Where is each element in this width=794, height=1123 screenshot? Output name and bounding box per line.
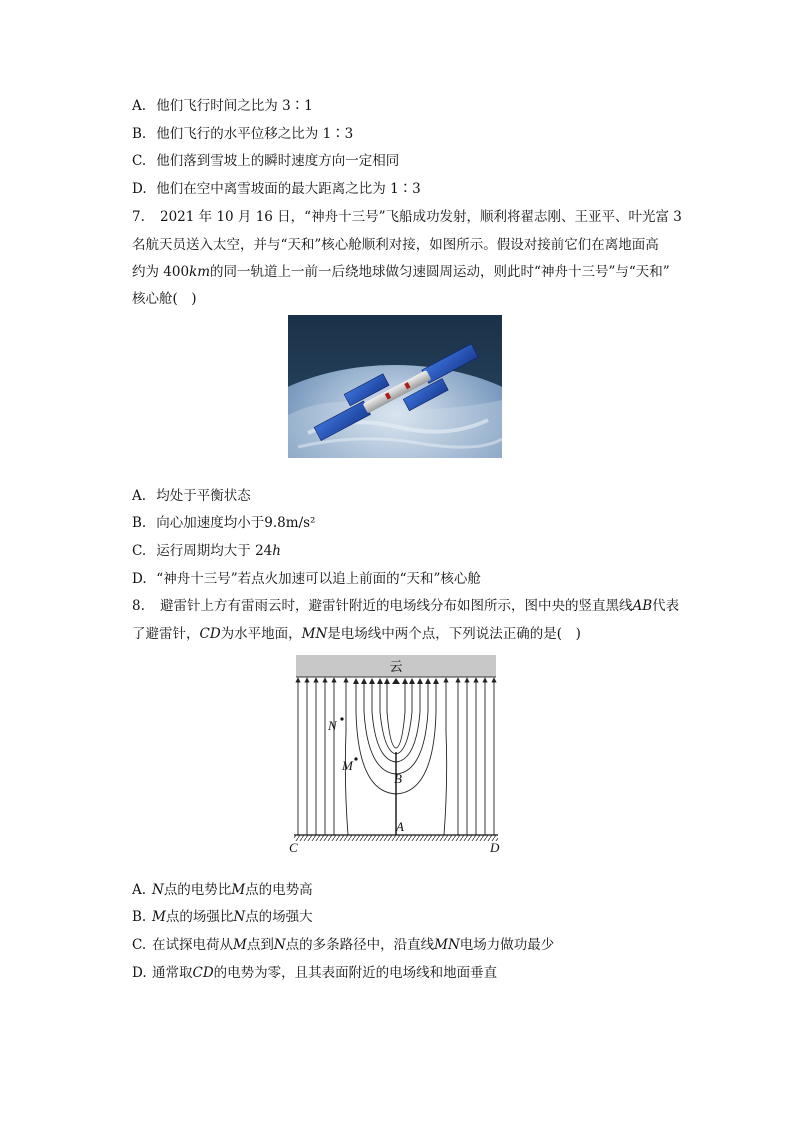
option-text: 点的多条路径中，沿直线 — [285, 937, 435, 953]
q7-line-4 — [132, 289, 672, 309]
option-text: 他们在空中离雪坡面的最大距离之比为 1∶3 — [156, 181, 421, 197]
label-a: A — [396, 819, 404, 834]
q8-line-1 — [132, 596, 680, 616]
var: CD — [192, 965, 214, 981]
option-text: 电场力做功最少 — [459, 937, 555, 953]
electric-field-diagram — [286, 652, 506, 858]
option-text: 点的电势比 — [163, 882, 232, 898]
option-letter: C. — [132, 153, 147, 169]
option-letter: D. — [132, 181, 147, 197]
q7-text: 核心舱( ) — [132, 291, 197, 307]
q8-option-a — [132, 880, 313, 900]
var: MN — [434, 937, 460, 953]
label-d: D — [490, 840, 500, 855]
ground-hatch — [294, 835, 498, 841]
q8-line-2 — [132, 624, 672, 644]
option-a — [132, 96, 313, 116]
q8-option-c — [132, 935, 554, 955]
option-text: 向心加速度均小于9.8m/s² — [156, 515, 316, 531]
label-c: C — [289, 840, 298, 855]
option-text: 点到 — [246, 937, 274, 953]
q8-option-d — [132, 963, 497, 983]
option-text: 他们落到雪坡上的瞬时速度方向一定相同 — [156, 153, 400, 169]
q8-option-b — [132, 907, 313, 927]
option-text: 运行周期均大于 24 — [156, 543, 273, 559]
q7-text: 约为 400 — [132, 264, 190, 280]
q7-text: 的同一轨道上一前一后绕地球做匀速圆周运动，则此时“神舟十三号”与“天和” — [210, 264, 670, 280]
q7-line-2 — [132, 235, 672, 255]
q8-text: 代表 — [652, 598, 680, 614]
q7-text: 2021 年 10 月 16 日，“神舟十三号”飞船成功发射，顺利将翟志刚、王亚平、叶光富 3 — [160, 209, 682, 225]
option-letter: D. — [132, 571, 147, 587]
var-cd: CD — [199, 626, 221, 642]
option-d — [132, 179, 421, 199]
option-text: 他们飞行时间之比为 3∶1 — [156, 98, 313, 114]
q8-text: 避雷针上方有雷雨云时，避雷针附近的电场线分布如图所示，图中央的竖直黑线 — [160, 598, 633, 614]
label-b: B — [394, 771, 402, 786]
option-letter: A. — [132, 882, 147, 898]
point-m — [354, 757, 357, 760]
q7-line-1 — [132, 207, 682, 227]
option-text: 他们飞行的水平位移之比为 1∶3 — [156, 126, 354, 142]
q7-text: 名航天员送入太空，并与“天和”核心舱顺利对接，如图所示。假设对接前它们在离地面高 — [132, 237, 659, 253]
option-letter: B. — [132, 126, 147, 142]
option-text: 点的场强比 — [165, 909, 234, 925]
option-letter: B. — [132, 909, 147, 925]
option-letter: A. — [132, 488, 147, 504]
var-ab: AB — [632, 598, 653, 614]
option-text: 均处于平衡状态 — [156, 488, 251, 504]
q7-option-c — [132, 541, 281, 561]
unit-km: km — [189, 264, 211, 280]
q8-text: 是电场线中两个点，下列说法正确的是( ) — [327, 626, 581, 642]
option-text: 点的电势高 — [245, 882, 313, 898]
option-letter: C. — [132, 543, 147, 559]
var: N — [152, 882, 164, 898]
label-n: N — [328, 718, 337, 733]
unit-h: h — [272, 543, 281, 559]
option-letter: A. — [132, 98, 147, 114]
question-number: 7. — [132, 209, 145, 225]
var: M — [231, 882, 246, 898]
option-text: “神舟十三号”若点火加速可以追上前面的“天和”核心舱 — [156, 571, 481, 587]
cloud-label: 云 — [389, 659, 403, 674]
option-text: 通常取 — [152, 965, 193, 981]
q7-option-b — [132, 513, 315, 533]
q7-option-a — [132, 486, 251, 506]
var: N — [233, 909, 246, 925]
var: M — [233, 937, 247, 953]
q8-text: 为水平地面， — [220, 626, 302, 642]
q7-line-3 — [132, 262, 672, 282]
q7-option-d — [132, 569, 481, 589]
option-c — [132, 151, 399, 171]
question-number: 8. — [132, 598, 145, 614]
option-letter: D. — [132, 965, 147, 981]
space-station-photo — [288, 315, 502, 458]
option-text: 在试探电荷从 — [152, 937, 233, 953]
option-text: 点的场强大 — [245, 909, 313, 925]
point-n — [340, 717, 343, 720]
label-m: M — [342, 758, 353, 773]
option-letter: C. — [132, 937, 147, 953]
option-b — [132, 124, 353, 144]
var: M — [152, 909, 166, 925]
option-letter: B. — [132, 515, 147, 531]
var-mn: MN — [301, 626, 328, 642]
var: N — [273, 937, 286, 953]
q8-text: 了避雷针， — [132, 626, 200, 642]
option-text: 的电势为零，且其表面附近的电场线和地面垂直 — [213, 965, 498, 981]
